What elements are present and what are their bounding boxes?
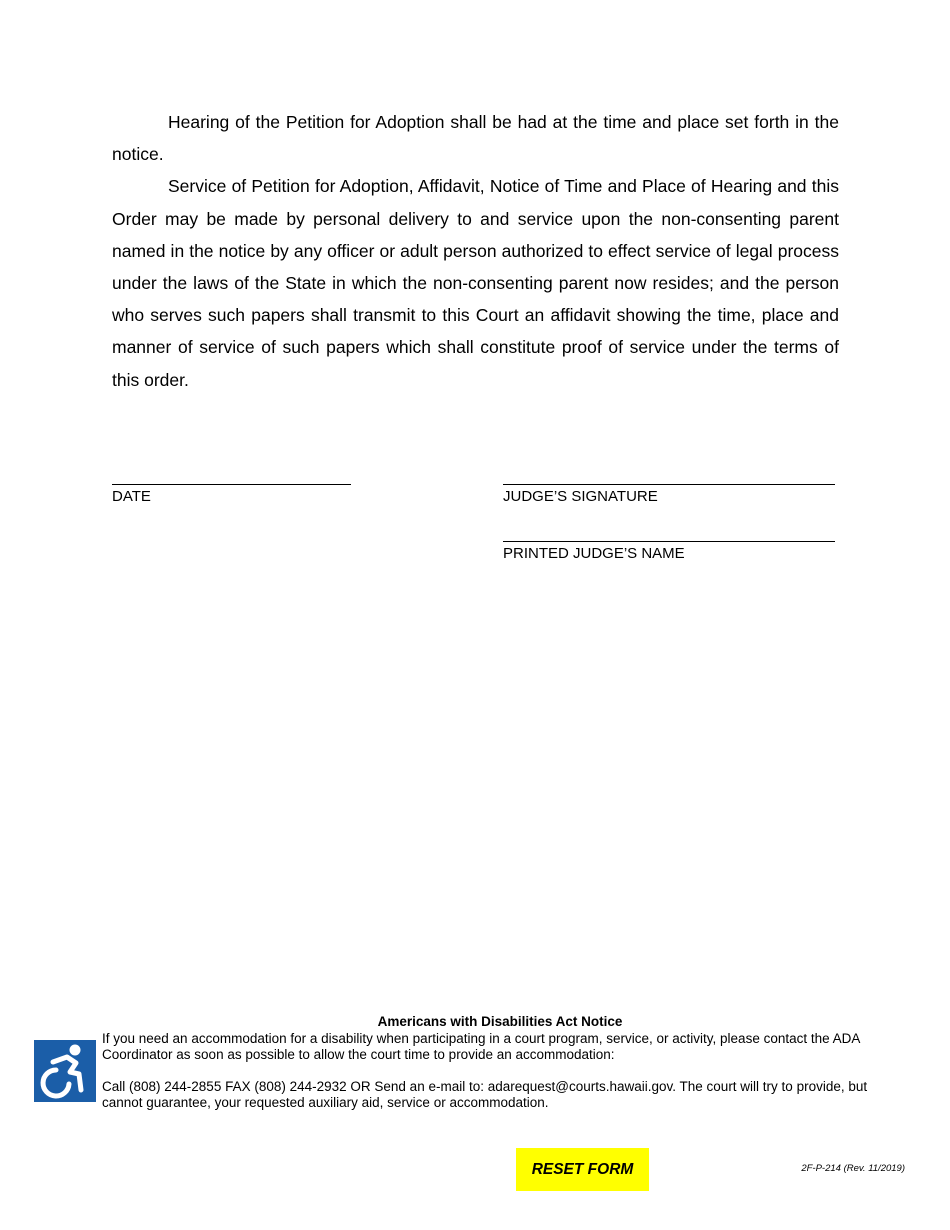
reset-form-button[interactable]: RESET FORM <box>516 1148 649 1191</box>
judge-signature-label: JUDGE’S SIGNATURE <box>503 488 658 505</box>
hearing-paragraph: Hearing of the Petition for Adoption shall be had at the time and place set forth in the notice. <box>112 112 839 165</box>
ada-notice-paragraph-1: If you need an accommodation for a disability when participating in a court program, service, or activity, please contact the ADA Coordinator as soon as possible to allow the court time to provide an accommodation: <box>102 1031 860 1062</box>
accessibility-icon <box>34 1040 96 1102</box>
printed-judge-name-line[interactable] <box>503 541 835 542</box>
ada-notice-title: Americans with Disabilities Act Notice <box>377 1014 623 1029</box>
date-label: DATE <box>112 488 151 505</box>
date-line[interactable] <box>112 484 351 485</box>
printed-judge-name-label: PRINTED JUDGE’S NAME <box>503 545 685 562</box>
order-body <box>112 106 839 396</box>
service-paragraph: Service of Petition for Adoption, Affidavit, Notice of Time and Place of Hearing and this Order may be made by personal delivery to and service upon the non-consenting parent named in the notice by any officer or adult person authorized to effect service of legal process under the laws of the State in which the non-consenting parent now resides; and the person who serves such papers shall transmit to this Court an affidavit showing the time, place and manner of service of such papers which shall constitute proof of service under the terms of this order. <box>112 176 839 390</box>
ada-notice-paragraph-2: Call (808) 244-2855 FAX (808) 244-2932 OR Send an e-mail to: adarequest@courts.hawaii.gov. The court will try to provide, but cannot guarantee, your requested auxiliary aid, service or accommodation. <box>102 1079 868 1110</box>
ada-notice-text <box>102 1031 902 1111</box>
form-number: 2F-P-214 (Rev. 11/2019) <box>801 1163 905 1174</box>
judge-signature-block <box>503 484 835 506</box>
date-signature-block <box>112 484 351 506</box>
judge-signature-line[interactable] <box>503 484 835 485</box>
printed-judge-name-block <box>503 541 835 563</box>
